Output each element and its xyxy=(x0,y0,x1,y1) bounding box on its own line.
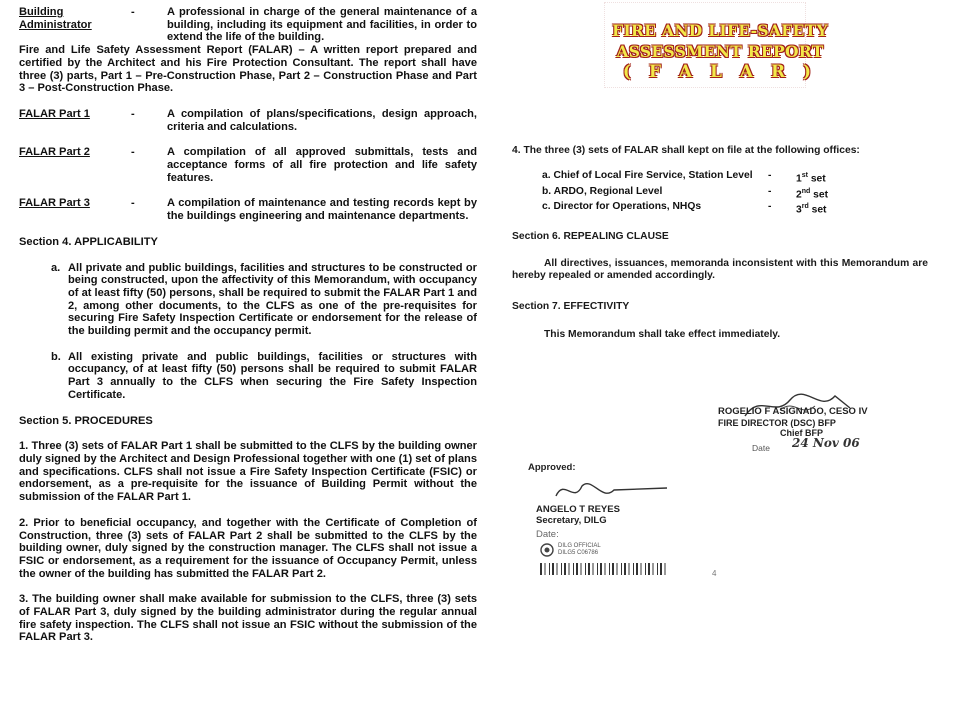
office-set: 1st set xyxy=(796,172,826,185)
section-4-title: Section 4. APPLICABILITY xyxy=(19,235,158,248)
list-text: All private and public buildings, facilities and structures to be constructed or being constructed, upon the affectivity of this Memorandum, with occupancy of at least fifty (50) persons, shall be required to submit the FALAR Part 1 and 2, among other documents, to the CLFS as one of the pre-requisites for securing Fire Safety Inspection Certificate or endorsement for the release of the building permit and the occupancy permit. xyxy=(68,261,477,338)
list-text: All existing private and public buildings, facilities or structures with occupancy, of at least fifty (50) persons shall be required to submit FALAR Part 3 annually to the CLFS when securing the Fire Safety Inspection Certificate. xyxy=(68,350,477,401)
office-name: a. Chief of Local Fire Service, Station Level xyxy=(542,170,753,181)
definition-term: Building Administrator xyxy=(19,6,92,31)
definition-desc: A compilation of plans/specifications, design approach, criteria and calculations. xyxy=(167,107,477,133)
section-6-body: All directives, issuances, memoranda inconsistent with this Memorandum are hereby repealed or amended accordingly. xyxy=(512,258,928,282)
report-title xyxy=(570,20,870,83)
list-label: b. xyxy=(51,350,61,363)
section-5-item-1: 1. Three (3) sets of FALAR Part 1 shall be submitted to the CLFS by the building owner duly signed by the Architect and Design Professional together with one (1) set of plans and specifications. CLFS shall not issue a Fire Safety Inspection Certificate (FSIC) or endorsement, as a pre-requisite for the issuance of Building Permit without the submission of the FALAR Part 1. xyxy=(19,440,477,504)
approver-title: Secretary, DILG xyxy=(536,515,607,526)
office-dash: - xyxy=(768,170,772,181)
definition-falar: Fire and Life Safety Assessment Report (FALAR) – A written report prepared and certified by the Architect and his Fire Protection Consultant. The report shall have three (3) parts, Part 1 – Pre-Construction Phase, Part 2 – Construction Phase and Part 3 – Post-Construction Phase. xyxy=(19,44,477,95)
offices-list xyxy=(542,170,842,217)
definition-dash: - xyxy=(131,146,135,159)
list-label: a. xyxy=(51,261,61,274)
signatory-subtitle: Chief BFP xyxy=(780,428,824,438)
definition-desc: A compilation of maintenance and testing records kept by the buildings engineering and maintenance departments. xyxy=(167,197,477,223)
definition-term: FALAR Part 2 xyxy=(19,146,90,159)
definition-dash: - xyxy=(131,197,135,210)
definition-desc: A compilation of all approved submittals, tests and acceptance forms of all fire protection and life safety features. xyxy=(167,146,477,184)
item-4-text: 4. The three (3) sets of FALAR shall kept on file at the following offices: xyxy=(512,145,860,156)
definition-falar-part-2 xyxy=(19,146,477,184)
signatory-title: FIRE DIRECTOR (DSC) BFP xyxy=(718,418,836,428)
office-row xyxy=(542,170,842,186)
office-name: c. Director for Operations, NHQs xyxy=(542,201,702,213)
official-seal xyxy=(540,543,601,557)
section-4-item-a xyxy=(51,262,477,338)
date-value: 24 Nov 06 xyxy=(792,436,860,450)
seal-icon xyxy=(540,543,554,557)
approved-label: Approved: xyxy=(528,462,576,473)
office-row xyxy=(542,201,842,217)
title-line-1: FIRE AND LIFE-SAFETY xyxy=(612,21,828,40)
approver-date-label: Date: xyxy=(536,529,559,540)
title-line-2: ASSESSMENT REPORT xyxy=(616,42,824,61)
date-label: Date xyxy=(752,443,770,453)
office-set: 3rd set xyxy=(796,203,827,216)
seal-text-2: DILG5 C06786 xyxy=(558,550,599,556)
section-4-item-b xyxy=(51,351,477,402)
definition-falar-part-1 xyxy=(19,108,477,133)
barcode-icon xyxy=(540,563,670,575)
definition-building-administrator xyxy=(19,6,477,44)
signatory-name: ROGELIO F ASIGNADO, CESO IV xyxy=(718,406,868,417)
definition-dash: - xyxy=(131,6,135,18)
section-5-item-2: 2. Prior to beneficial occupancy, and together with the Certificate of Completion of Construction, three (3) sets of FALAR Part 2 shall be submitted to the CLFS by the building owner, duly signed by the construction manager. The CLFS shall not issue a FSIC or endorsement, as a requirement for the issuance of Occupancy Permit, unless the owner of the building has submitted the FALAR Part 2. xyxy=(19,516,477,580)
page-number: 4 xyxy=(712,569,717,578)
office-name: b. ARDO, Regional Level xyxy=(542,185,663,197)
office-dash: - xyxy=(768,201,772,213)
section-7-title: Section 7. EFFECTIVITY xyxy=(512,301,630,312)
definition-falar-part-3 xyxy=(19,197,477,222)
section-5-item-3: 3. The building owner shall make available for submission to the CLFS, three (3) sets of FALAR Part 3, duly signed by the building administrator during the regular annual fire safety inspection. The CLFS shall not issue an FSIC without the submission of the FALAR Part 3. xyxy=(19,593,477,644)
section-6-title: Section 6. REPEALING CLAUSE xyxy=(512,231,669,242)
seal-text-1: DILG OFFICIAL xyxy=(558,543,601,549)
definition-term: FALAR Part 3 xyxy=(19,197,90,210)
left-column xyxy=(19,6,477,644)
office-set: 2nd set xyxy=(796,187,829,201)
approver-name: ANGELO T REYES xyxy=(536,504,620,515)
definition-term: FALAR Part 1 xyxy=(19,107,90,120)
definition-dash: - xyxy=(131,107,135,120)
office-row xyxy=(542,186,842,202)
signature-scribble-2 xyxy=(552,476,672,506)
section-5-title: Section 5. PROCEDURES xyxy=(19,414,153,427)
section-7-body: This Memorandum shall take effect immediately. xyxy=(544,329,781,340)
title-line-3: ( F A L A R ) xyxy=(622,62,818,82)
office-dash: - xyxy=(768,185,772,197)
definition-desc: A professional in charge of the general maintenance of a building, including its equipment and facilities, in order to extend the life of the building. xyxy=(167,6,477,44)
